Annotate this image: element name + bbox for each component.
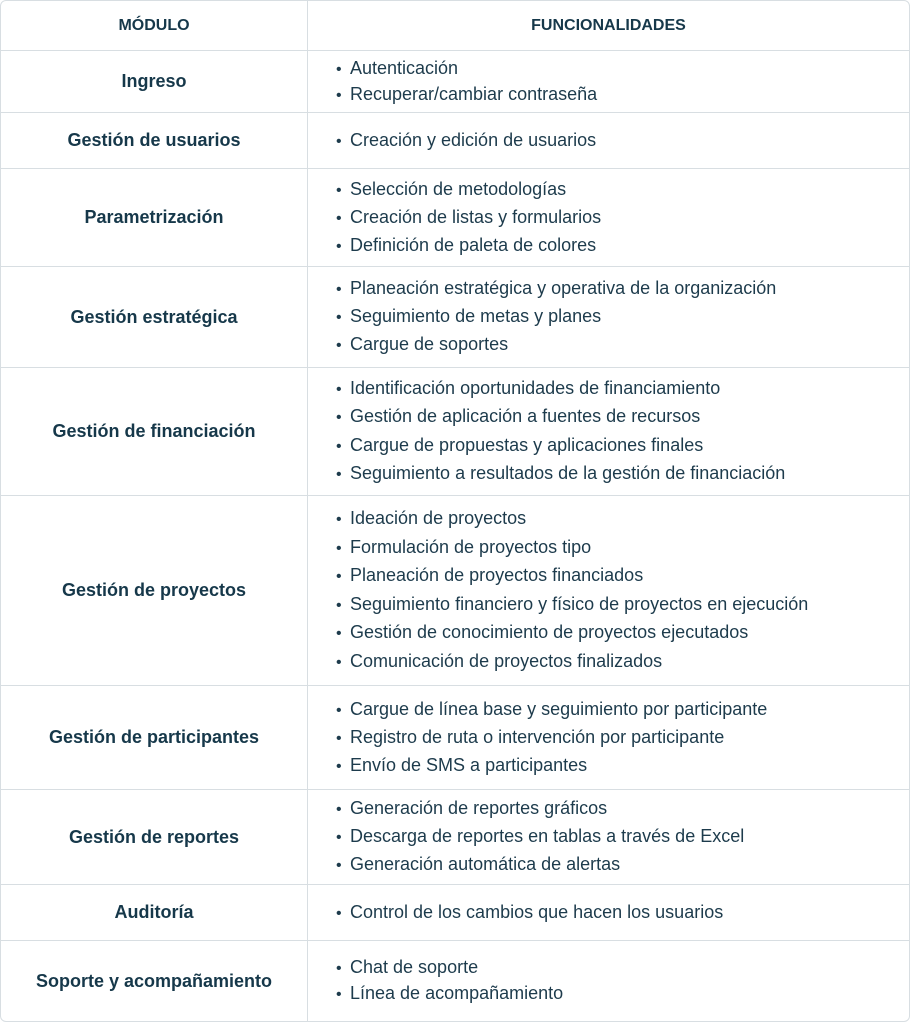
table-row — [1, 790, 909, 885]
bullet-icon: • — [336, 801, 342, 818]
feature-item — [336, 82, 909, 108]
bullet-icon: • — [336, 511, 342, 528]
feature-item — [336, 303, 909, 331]
bullet-icon: • — [336, 539, 342, 557]
bullet-icon: • — [336, 596, 342, 614]
features-cell — [308, 496, 909, 685]
feature-item — [336, 851, 909, 879]
bullet-icon: • — [336, 904, 342, 922]
module-name: Gestión de proyectos — [1, 496, 308, 685]
features-list — [336, 176, 909, 260]
bullet-icon: • — [336, 568, 342, 585]
feature-text: Registro de ruta o intervención por participante — [350, 726, 725, 747]
feature-text: Planeación estratégica y operativa de la organización — [350, 278, 777, 298]
feature-text: Gestión de aplicación a fuentes de recursos — [350, 406, 701, 426]
features-list — [336, 375, 909, 489]
bullet-icon: • — [336, 209, 342, 227]
feature-text: Recuperar/cambiar contraseña — [350, 83, 598, 104]
feature-item — [336, 505, 909, 534]
bullet-icon: • — [336, 466, 342, 483]
feature-item — [336, 232, 909, 260]
features-cell — [308, 113, 909, 168]
features-list — [336, 275, 909, 359]
feature-item — [336, 955, 909, 981]
table-row — [1, 885, 909, 941]
bullet-icon: • — [336, 60, 342, 78]
feature-text: Control de los cambios que hacen los usuarios — [350, 901, 724, 922]
features-list — [336, 795, 909, 879]
feature-item — [336, 275, 909, 303]
module-name: Auditoría — [1, 885, 308, 940]
features-cell — [308, 941, 909, 1021]
table-row — [1, 113, 909, 169]
feature-item — [336, 724, 909, 752]
feature-item — [336, 403, 909, 432]
module-name: Gestión de reportes — [1, 790, 308, 884]
bullet-icon: • — [336, 181, 342, 199]
header-module: MÓDULO — [1, 1, 308, 50]
module-name: Parametrización — [1, 169, 308, 266]
module-name: Gestión de financiación — [1, 368, 308, 495]
bullet-icon: • — [336, 409, 342, 426]
feature-text: Comunicación de proyectos finalizados — [350, 650, 663, 671]
bullet-icon: • — [336, 960, 342, 977]
feature-text: Formulación de proyectos tipo — [350, 536, 592, 557]
feature-text: Seguimiento de metas y planes — [350, 306, 602, 326]
feature-text: Generación de reportes gráficos — [350, 798, 608, 818]
table-row — [1, 51, 909, 113]
feature-text: Selección de metodologías — [350, 178, 567, 199]
header-features: FUNCIONALIDADES — [531, 16, 686, 34]
bullet-icon: • — [336, 309, 342, 326]
bullet-icon: • — [336, 829, 342, 846]
bullet-icon: • — [336, 132, 342, 150]
feature-text: Definición de paleta de colores — [350, 234, 597, 255]
feature-text: Cargue de línea base y seguimiento por participante — [350, 698, 768, 719]
features-cell — [308, 790, 909, 884]
module-name: Gestión de usuarios — [1, 113, 308, 168]
feature-text: Línea de acompañamiento — [350, 983, 564, 1003]
features-list — [336, 900, 909, 926]
bullet-icon: • — [336, 653, 342, 671]
feature-text: Descarga de reportes en tablas a través de Excel — [350, 826, 745, 846]
feature-text: Ideación de proyectos — [350, 508, 527, 528]
feature-item — [336, 795, 909, 823]
table-row — [1, 267, 909, 368]
feature-item — [336, 432, 909, 461]
bullet-icon: • — [336, 857, 342, 874]
feature-text: Autenticación — [350, 57, 459, 78]
features-cell — [308, 51, 909, 112]
bullet-icon: • — [336, 380, 342, 398]
feature-text: Gestión de conocimiento de proyectos ejecutados — [350, 622, 749, 642]
feature-item — [336, 562, 909, 591]
feature-text: Planeación de proyectos financiados — [350, 565, 644, 585]
feature-text: Seguimiento a resultados de la gestión de financiación — [350, 463, 786, 483]
table-row — [1, 686, 909, 790]
module-name: Soporte y acompañamiento — [1, 941, 308, 1021]
features-cell — [308, 368, 909, 495]
feature-item — [336, 591, 909, 620]
table-header-row — [1, 1, 909, 51]
feature-item — [336, 176, 909, 204]
feature-text: Cargue de soportes — [350, 334, 509, 354]
feature-item — [336, 534, 909, 563]
bullet-icon: • — [336, 437, 342, 455]
feature-item — [336, 648, 909, 677]
features-list — [336, 696, 909, 780]
feature-item — [336, 128, 909, 154]
feature-text: Seguimiento financiero y físico de proyectos en ejecución — [350, 593, 809, 614]
feature-text: Chat de soporte — [350, 957, 479, 977]
feature-item — [336, 56, 909, 82]
feature-text: Generación automática de alertas — [350, 854, 621, 874]
features-cell — [308, 267, 909, 367]
feature-text: Identificación oportunidades de financiamiento — [350, 377, 721, 398]
features-list — [336, 955, 909, 1007]
feature-item — [336, 981, 909, 1007]
module-name: Ingreso — [1, 51, 308, 112]
feature-item — [336, 204, 909, 232]
feature-item — [336, 375, 909, 404]
features-cell — [308, 885, 909, 940]
feature-text: Cargue de propuestas y aplicaciones finales — [350, 434, 704, 455]
feature-text: Creación y edición de usuarios — [350, 129, 597, 150]
bullet-icon: • — [336, 986, 342, 1003]
bullet-icon: • — [336, 281, 342, 298]
module-name: Gestión de participantes — [1, 686, 308, 789]
features-list — [336, 505, 909, 676]
module-name: Gestión estratégica — [1, 267, 308, 367]
bullet-icon: • — [336, 729, 342, 747]
features-cell — [308, 686, 909, 789]
table-row — [1, 169, 909, 267]
feature-item — [336, 696, 909, 724]
bullet-icon: • — [336, 237, 342, 255]
feature-item — [336, 823, 909, 851]
feature-item — [336, 331, 909, 359]
bullet-icon: • — [336, 86, 342, 104]
bullet-icon: • — [336, 625, 342, 642]
feature-text: Envío de SMS a participantes — [350, 754, 588, 775]
feature-item — [336, 460, 909, 489]
table-row — [1, 496, 909, 686]
bullet-icon: • — [336, 337, 342, 354]
features-list — [336, 56, 909, 108]
features-list — [336, 128, 909, 154]
feature-item — [336, 752, 909, 780]
bullet-icon: • — [336, 757, 342, 775]
table-row — [1, 941, 909, 1021]
feature-item — [336, 619, 909, 648]
bullet-icon: • — [336, 701, 342, 719]
feature-item — [336, 900, 909, 926]
feature-text: Creación de listas y formularios — [350, 206, 602, 227]
features-cell — [308, 169, 909, 266]
table-row — [1, 368, 909, 496]
